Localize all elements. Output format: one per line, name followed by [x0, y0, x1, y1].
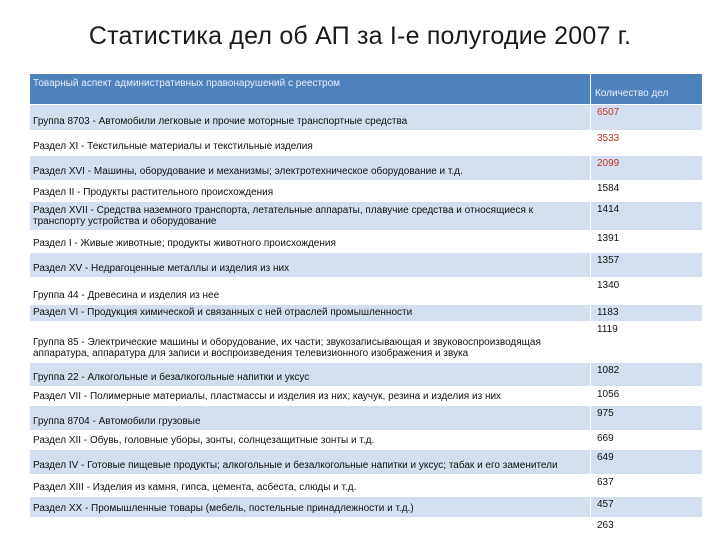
- row-count-value: 1584: [597, 183, 620, 194]
- table-body: [30, 104, 702, 532]
- header-aspect: Товарный аспект административных правонарушений с реестром: [33, 78, 341, 89]
- table-row: [30, 230, 702, 252]
- row-label-text: Раздел XVI - Машины, оборудование и механизмы; электротехническое оборудование и т.д.: [33, 166, 463, 177]
- row-count: [590, 406, 702, 430]
- table-row: [30, 180, 702, 201]
- row-count: [590, 278, 702, 304]
- row-label-text: Раздел IV - Готовые пищевые продукты; алкогольные и безалкогольные напитки и уксус; табак и его заменители: [33, 460, 558, 471]
- table-header: [30, 74, 702, 104]
- row-count: [590, 202, 702, 230]
- table-row: [30, 405, 702, 430]
- row-label-text: Раздел XVII - Средства наземного транспорта, летательные аппараты, плавучие средства и относящиеся к транспорту устройства и оборудование: [33, 205, 534, 227]
- row-count-value: 2099: [597, 158, 620, 169]
- row-label: [30, 181, 590, 201]
- row-label: [30, 497, 590, 517]
- row-label: [30, 322, 590, 362]
- row-label: [30, 431, 590, 449]
- table-row: [30, 277, 702, 304]
- row-count-value: 669: [597, 433, 614, 444]
- table-row: [30, 201, 702, 230]
- row-label: [30, 305, 590, 321]
- row-count: [590, 131, 702, 155]
- row-label-text: Раздел XIII - Изделия из камня, гипса, цемента, асбеста, слюды и т.д.: [33, 482, 357, 493]
- table-row: [30, 252, 702, 277]
- row-count-value: 1414: [597, 204, 620, 215]
- row-count-value: 649: [597, 452, 614, 463]
- row-label: [30, 253, 590, 277]
- row-count-value: 1340: [597, 280, 620, 291]
- row-count-value: 1082: [597, 365, 620, 376]
- row-count: [590, 518, 702, 532]
- row-count: [590, 497, 702, 517]
- row-label: [30, 105, 590, 130]
- table-row: [30, 386, 702, 405]
- row-label: [30, 156, 590, 180]
- row-count-value: 6507: [597, 107, 620, 118]
- row-label: [30, 202, 590, 230]
- table-row: [30, 430, 702, 449]
- statistics-table: [30, 74, 702, 540]
- row-count: [590, 475, 702, 496]
- row-label-text: Раздел VII - Полимерные материалы, пластмассы и изделия из них; каучук, резина и изделия из них: [33, 391, 502, 402]
- row-label-text: Раздел I - Живые животные; продукты животного происхождения: [33, 238, 336, 249]
- row-label: [30, 363, 590, 386]
- row-label-text: Раздел XV - Недрагоценные металлы и изделия из них: [33, 263, 290, 274]
- table-row: [30, 474, 702, 496]
- header-count: Количество дел: [590, 74, 702, 104]
- row-count-value: 1183: [597, 307, 619, 318]
- row-label-text: Раздел XII - Обувь, головные уборы, зонты, солнцезащитные зонты и т.д.: [33, 435, 375, 446]
- row-label-text: Группа 8703 - Автомобили легковые и прочие моторные транспортные средства: [33, 116, 408, 127]
- row-label: [30, 278, 590, 304]
- row-label-text: Группа 8704 - Автомобили грузовые: [33, 416, 201, 427]
- row-count-value: 975: [597, 408, 614, 419]
- row-label: [30, 406, 590, 430]
- row-count: [590, 431, 702, 449]
- row-label-text: Группа 44 - Древесина и изделия из нее: [33, 290, 220, 301]
- row-label-text: Группа 22 - Алкогольные и безалкогольные напитки и уксус: [33, 372, 310, 383]
- row-label-text: Раздел XI - Текстильные материалы и текстильные изделия: [33, 141, 313, 152]
- row-count-value: 1119: [597, 324, 618, 335]
- row-count-value: 457: [597, 499, 614, 510]
- table-row: [30, 362, 702, 386]
- row-label: [30, 518, 590, 532]
- row-label-text: Раздел II - Продукты растительного происхождения: [33, 187, 274, 198]
- row-label-text: Группа 85 - Электрические машины и оборудование, их части; звукозаписывающая и звуковоспроизводящая аппаратура, аппаратура для записи и воспроизведения телевизионного изображения и звука: [33, 337, 541, 359]
- row-count: [590, 156, 702, 180]
- row-label: [30, 475, 590, 496]
- row-label-text: Раздел XX - Промышленные товары (мебель, постельные принадлежности и т.д.): [33, 503, 414, 514]
- row-label: [30, 131, 590, 155]
- table-row: [30, 304, 702, 321]
- row-count: [590, 181, 702, 201]
- row-count: [590, 305, 702, 321]
- row-count-value: 1357: [597, 255, 620, 266]
- table-row: [30, 517, 702, 532]
- row-count: [590, 105, 702, 130]
- table-row: [30, 104, 702, 130]
- row-count: [590, 363, 702, 386]
- row-count-value: 1391: [597, 233, 620, 244]
- row-count-value: 263: [597, 520, 614, 531]
- row-count-value: 3533: [597, 133, 620, 144]
- row-label: [30, 450, 590, 474]
- table-row: [30, 449, 702, 474]
- row-count: [590, 450, 702, 474]
- row-count: [590, 322, 702, 362]
- table-row: [30, 155, 702, 180]
- table-row: [30, 496, 702, 517]
- row-label: [30, 231, 590, 252]
- table-row: [30, 130, 702, 155]
- page-title: Статистика дел об АП за I-е полугодие 2007 г.: [88, 22, 632, 50]
- row-label: [30, 387, 590, 405]
- row-count: [590, 231, 702, 252]
- row-count-value: 1056: [597, 389, 620, 400]
- row-count: [590, 253, 702, 277]
- row-count: [590, 387, 702, 405]
- row-count-value: 637: [597, 477, 614, 488]
- table-row: [30, 321, 702, 362]
- row-label-text: Раздел VI - Продукция химической и связанных с ней отраслей промышленности: [33, 307, 413, 318]
